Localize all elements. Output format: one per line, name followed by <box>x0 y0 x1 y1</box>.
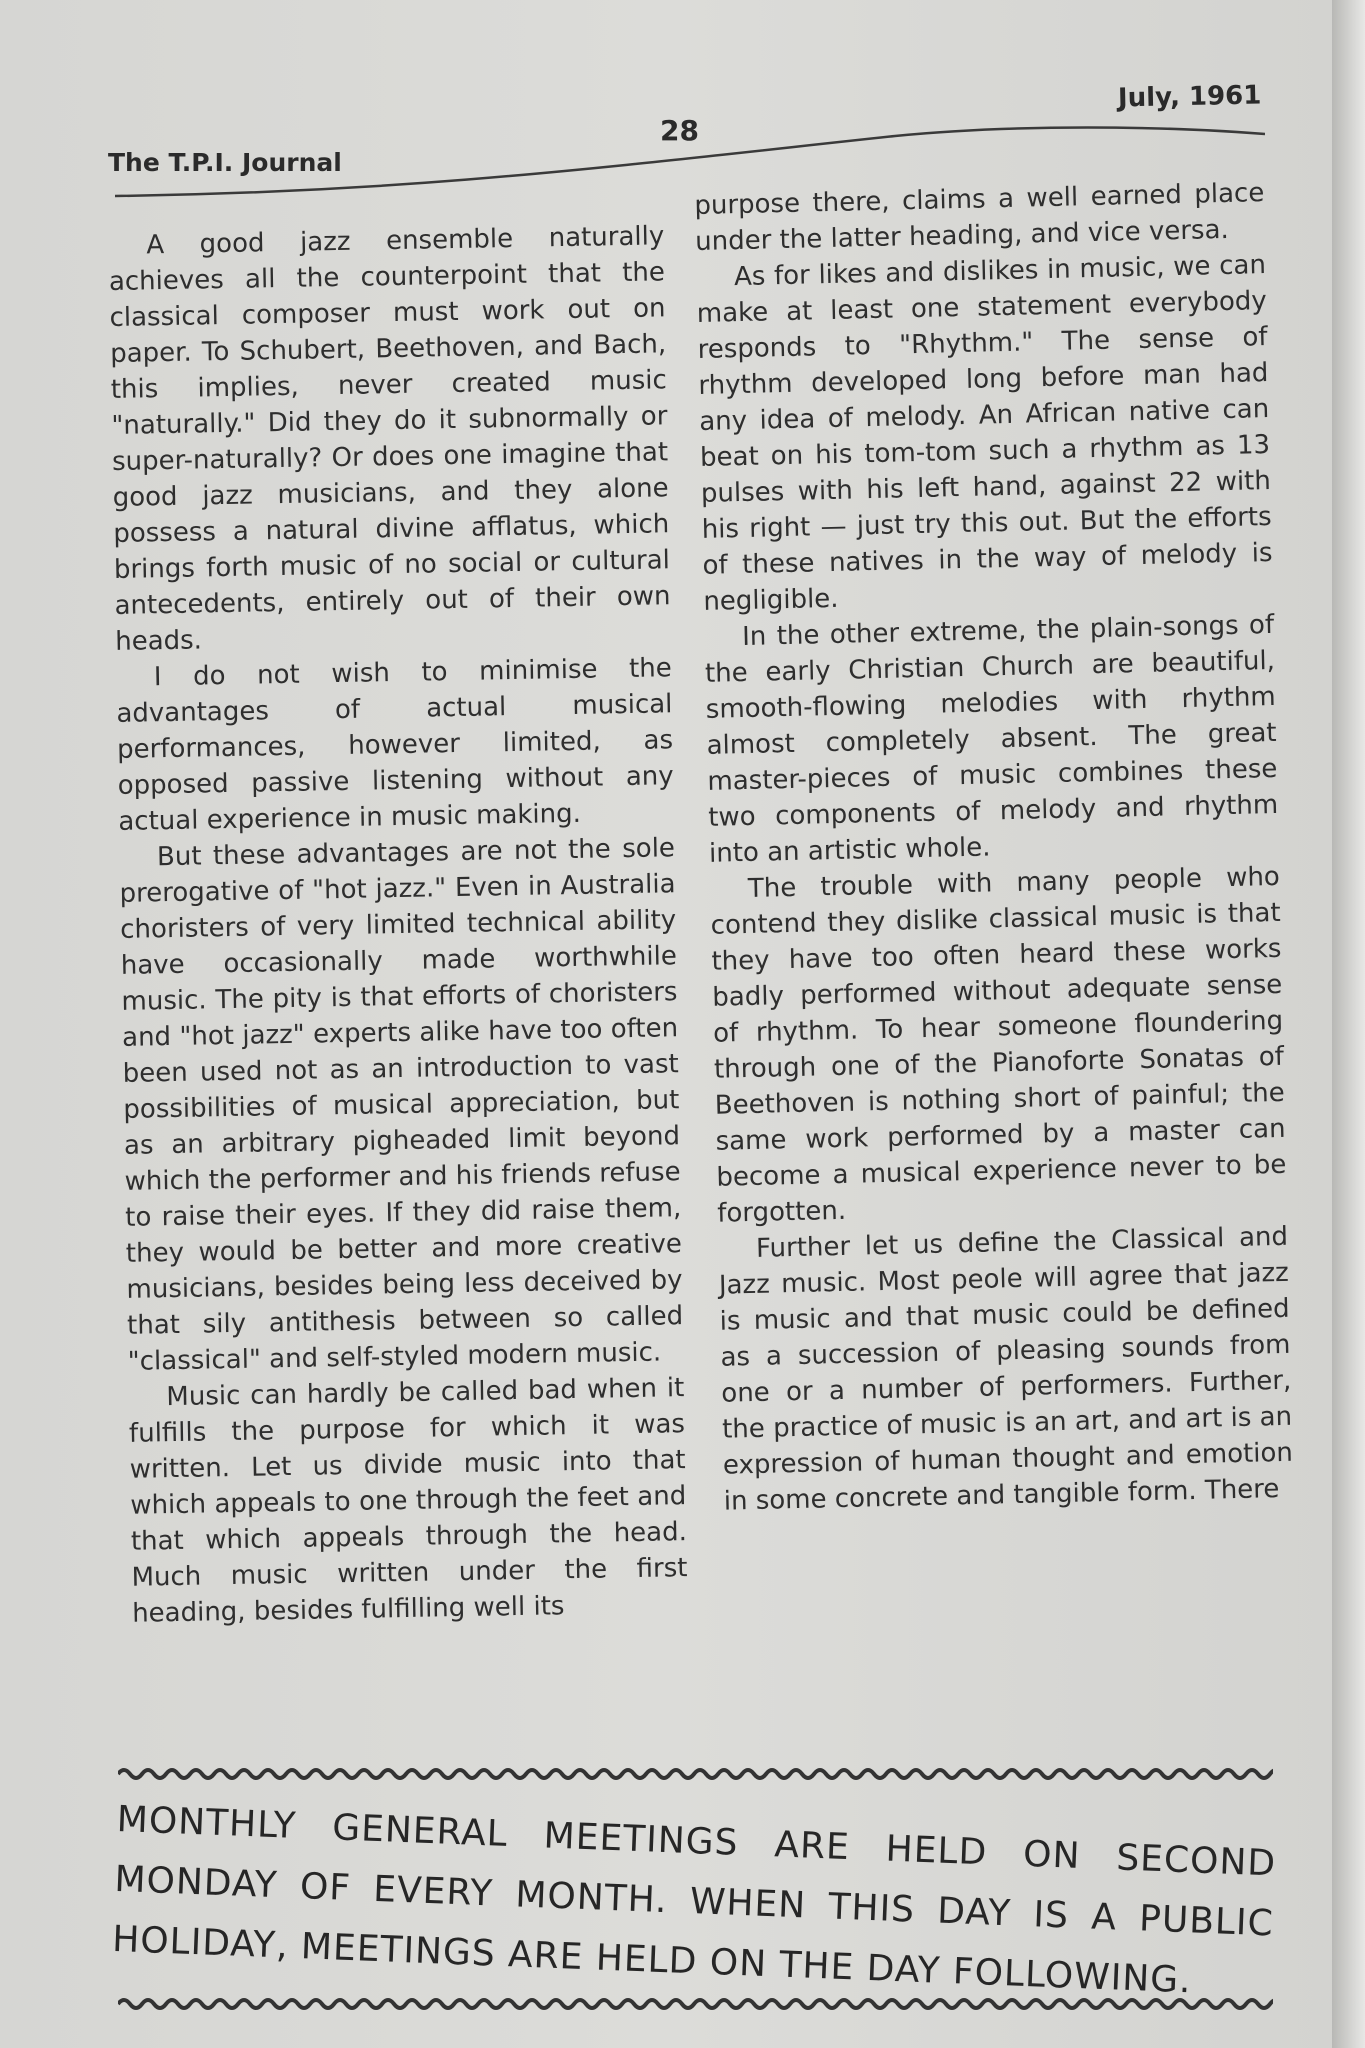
page-number: 28 <box>660 114 699 147</box>
paragraph: But these advantages are not the sole prerogative of "hot jazz." Even in Australia choristers of very limited technical ability have occasionally made worthwhile music. The pity is that efforts of choristers and "hot jazz" experts alike have too often been used not as an introduction to vast possibilities of musical appreciation, but as an arbitrary pigheaded limit beyond which the performer and his friends refuse to raise their eyes. If they did raise them, they would be better and more creative musicians, besides being less deceived by that sily antithesis between so called "classical" and self-styled modern music. <box>119 833 684 1377</box>
paragraph: In the other extreme, the plain-songs of the early Christian Church are beautiful, smooth-flowing melodies with rhythm almost completely absent. The great master-pieces of music combines these two components of melody and rhythm into an artistic whole. <box>704 609 1279 869</box>
paragraph: A good jazz ensemble naturally achieves all the counterpoint that the classical composer must work out on paper. To Schubert, Beethoven, and Bach, this implies, never created music "naturally." Did they do it subnormally or super-naturally? Or does one imagine that good jazz musicians, and they alone possess a natural divine afflatus, which brings forth music of no social or cultural antecedents, entirely out of their own heads. <box>108 221 671 657</box>
left-column <box>108 218 688 1631</box>
wavy-divider-top <box>118 1762 1273 1782</box>
issue-date: July, 1961 <box>1117 80 1262 114</box>
paragraph: As for likes and dislikes in music, we can make at least one statement everybody responds to "Rhythm." The sense of rhythm developed long before man had any idea of melody. An African native can beat on his tom-tom such a rhythm as 13 pulses with his left hand, against 22 with his right — just try this out. But the efforts of these natives in the way of melody is negligible. <box>696 250 1273 617</box>
paragraph: I do not wish to minimise the advantages of actual musical performances, however limited, as opposed passive listening without any actual experience in music making. <box>116 653 674 837</box>
paragraph: The trouble with many people who contend they dislike classical music is that they have too often heard these works badly performed without adequate sense of rhythm. To hear someone floundering through one of the Pianoforte Sonatas of Beethoven is nothing short of painful; the same work performed by a master can become a musical experience never to be forgotten. <box>710 861 1287 1229</box>
journal-title: The T.P.I. Journal <box>108 148 342 177</box>
right-column <box>694 175 1294 1520</box>
meeting-notice: MONTHLY GENERAL MEETINGS ARE HELD ON SECOND MONDAY OF EVERY MONTH. WHEN THIS DAY IS A PUBLIC HOLIDAY, MEETINGS ARE HELD ON THE DAY FOLLOWING. <box>111 1798 1277 2002</box>
paragraph: Music can hardly be called bad when it fulfills the purpose for which it was written. Let us divide music into that which appeals to one through the feet and that which appeals through the head. Much music written under the first heading, besides fulfilling well its <box>128 1373 688 1629</box>
wavy-divider-bottom <box>118 1992 1273 2012</box>
page-edge <box>1332 0 1365 2048</box>
paragraph: purpose there, claims a well earned place under the latter heading, and vice versa. <box>694 178 1265 257</box>
paragraph: Further let us define the Classical and Jazz music. Most peole will agree that jazz is music and that music could be defined as a succession of pleasing sounds from one or a number of performers. Further, the practice of music is an art, and art is an expression of human thought and emotion in some concrete and tangible form. There <box>718 1221 1294 1517</box>
